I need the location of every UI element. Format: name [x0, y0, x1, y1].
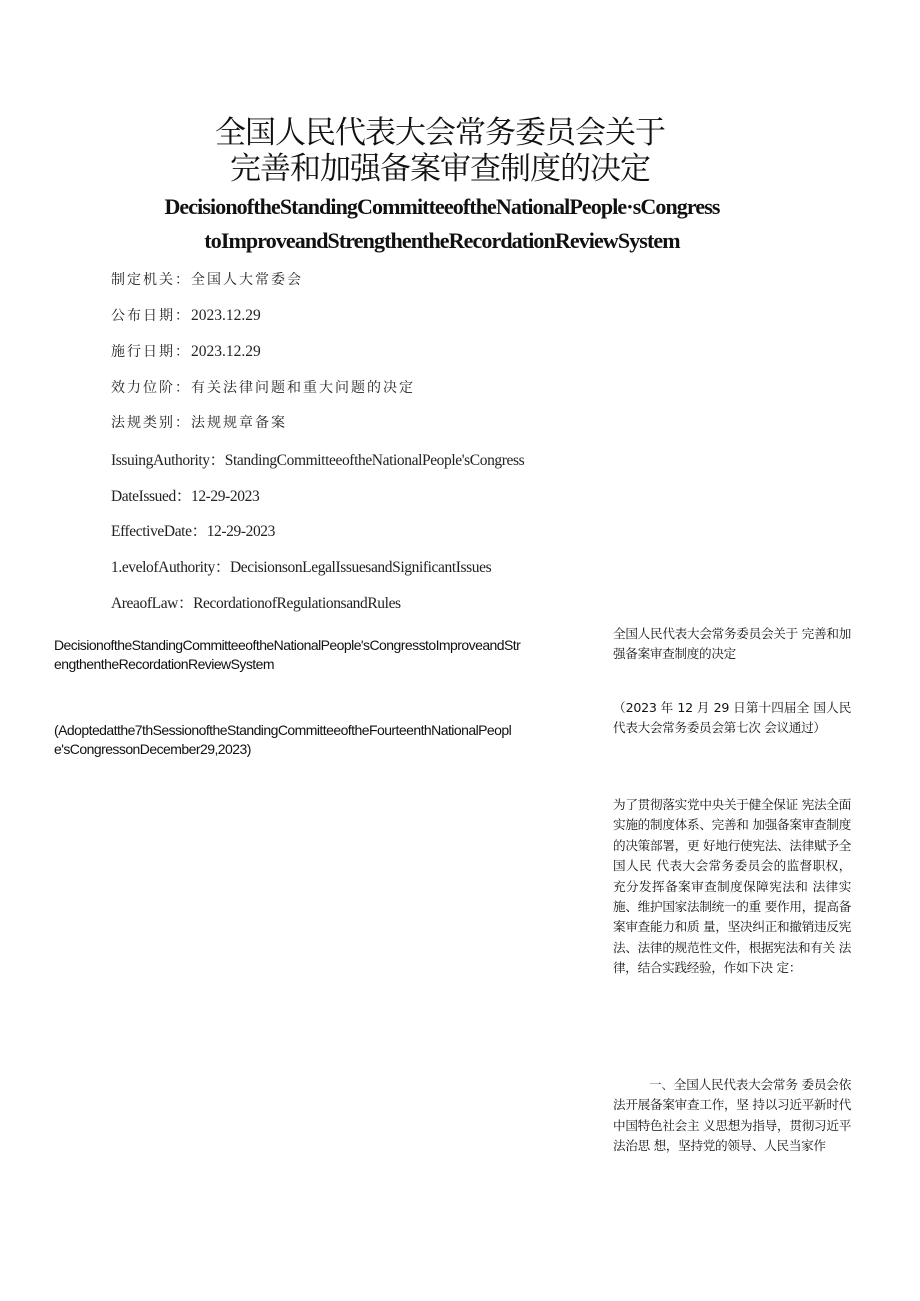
meta-date-issued-zh — [111, 306, 261, 326]
meta-value: 2023.12.29 — [191, 343, 261, 360]
meta-effective-date-en — [111, 522, 275, 542]
meta-value: 有关法律问题和重大问题的决定 — [191, 380, 415, 396]
meta-label: EffectiveDate： — [111, 523, 207, 540]
meta-value: 2023.12.29 — [191, 307, 261, 324]
title-chinese-line-2: 完善和加强备案审查制度的决定 — [230, 151, 650, 187]
article-number: 一、 — [649, 1077, 674, 1092]
meta-value: 12-29-2023 — [206, 523, 276, 540]
meta-area-of-law-zh — [111, 413, 287, 433]
meta-date-issued-en — [111, 487, 259, 507]
meta-label: IssuingAuthority： — [111, 452, 225, 469]
meta-level-of-authority-zh — [111, 378, 415, 398]
body-chinese-title: 全国人民代表大会常务委员会关于 完善和加强备案审查制度的决定 — [613, 626, 851, 662]
meta-value: 12-29-2023 — [190, 488, 260, 505]
meta-value: 全国人大常委会 — [191, 272, 303, 288]
meta-label: 制定机关： — [111, 272, 191, 288]
body-english-title — [54, 636, 524, 674]
title-english-line-2: toImproveandStrengthentheRecordationReviewSystem — [204, 228, 680, 253]
body-chinese-preamble: 为了贯彻落实党中央关于健全保证 宪法全面实施的制度体系、完善和 加强备案审查制度的决策部署，更 好地行使宪法、法律赋予全国人民 代表大会常务委员会的监督职权， 充分发挥备案审查制度保障宪法和 法律实施、维护国家法制统一的重 要作用，提高备案审查能力和质 量，坚决纠正和撤销违反宪法、法律的规范性文件，根据宪法和有关 法律，结合实践经验，作如下决 定： — [613, 797, 851, 976]
meta-effective-date-zh — [111, 342, 261, 362]
meta-label: 施行日期： — [111, 344, 191, 360]
meta-issuing-authority-en — [111, 451, 524, 471]
article-text: 全国人民代表大会常务 委员会依法开展备案审查工作，坚 持以习近平新时代中国特色社会主 义思想为指导，贯彻习近平法治思 想，坚持党的领导、人民当家作 — [613, 1077, 851, 1154]
meta-value: DecisionsonLegalIssuesandSignificantIssues — [229, 559, 492, 576]
meta-issuing-authority-zh — [111, 270, 303, 290]
meta-value: 法规规章备案 — [191, 415, 287, 431]
english-adopted-text: (Adoptedatthe7thSessionoftheStandingCommitteeoftheFourteenthNationalPeople'sCongressonDecember29,2023) — [54, 722, 512, 757]
english-title-text: DecisionoftheStandingCommitteeoftheNationalPeople'sCongresstoImproveandStrengthentheRecordationReviewSystem — [54, 637, 521, 672]
meta-label: DateIssued： — [111, 488, 191, 505]
meta-label: 公布日期： — [111, 308, 191, 324]
meta-label: 1.evelofAuthority： — [111, 559, 230, 576]
meta-level-of-authority-en — [111, 558, 491, 578]
title-english-line-1: DecisionoftheStandingCommitteeoftheNationalPeople·sCongress — [164, 194, 720, 219]
title-chinese-line-1: 全国人民代表大会常务委员会关于 — [215, 115, 665, 151]
meta-label: 效力位阶： — [111, 380, 191, 396]
meta-value: StandingCommitteeoftheNationalPeople'sCongress — [224, 452, 525, 469]
meta-area-of-law-en — [111, 594, 401, 614]
body-chinese-article-1 — [613, 1075, 851, 1157]
meta-label: AreaofLaw： — [111, 595, 194, 612]
body-chinese-adopted: （2023 年 12 月 29 日第十四届全 国人民代表大会常务委员会第七次 会议通过） — [613, 700, 851, 736]
body-english-adopted — [54, 721, 524, 759]
meta-value: RecordationofRegulationsandRules — [193, 595, 401, 612]
meta-label: 法规类别： — [111, 415, 191, 431]
